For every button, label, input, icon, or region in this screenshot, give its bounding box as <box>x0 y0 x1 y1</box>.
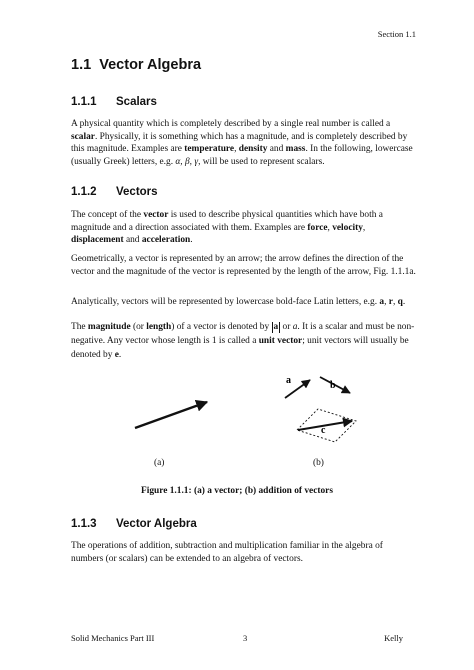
label-a: a <box>286 375 291 386</box>
subfigure-a-caption: (a) <box>154 458 165 468</box>
heading-vector-algebra <box>71 518 197 530</box>
heading-text: Scalars <box>116 96 157 108</box>
paragraph-scalars: A physical quantity which is completely described by a single real number is called a scalar. Physically, it is something which has a magnitude, and is completely described by this magnitude. Examples are temperature, density and mass. In the following, lowercase (usually Greek) letters, e.g. α, β, γ, will be used to represent scalars. <box>71 119 413 167</box>
paragraph-geometric: Geometrically, a vector is represented by an arrow; the arrow defines the direction of the vector and the magnitude of the vector is represented by the length of the arrow, Fig. 1.1.1a. <box>71 254 416 277</box>
heading-text: Vectors <box>116 186 158 198</box>
section-number: 1.1 <box>71 57 92 73</box>
heading-number: 1.1.3 <box>71 518 97 530</box>
heading-number: 1.1.2 <box>71 186 97 198</box>
heading-text: Vector Algebra <box>116 518 197 530</box>
paragraph-magnitude: The magnitude (or length) of a vector is denoted by a or a. It is a scalar and must be non-negative. Any vector whose length is 1 is called a unit vector; unit vectors will usually be denoted by e. <box>71 322 415 360</box>
label-b: b <box>330 380 336 391</box>
vector-a-arrow <box>135 402 207 428</box>
page-number: 3 <box>243 633 248 643</box>
subfigure-b-caption: (b) <box>313 458 324 468</box>
paragraph-vector-algebra: The operations of addition, subtraction and multiplication familiar in the algebra of numbers (or scalars) can be extended to an algebra of vectors. <box>71 541 383 564</box>
section-title-text: Vector Algebra <box>99 57 202 73</box>
figure-caption: Figure 1.1.1: (a) a vector; (b) addition of vectors <box>141 486 333 496</box>
paragraph-analytic: Analytically, vectors will be represented by lowercase bold-face Latin letters, e.g. a, r, q. <box>71 297 406 307</box>
footer-right: Kelly <box>384 633 403 643</box>
heading-number: 1.1.1 <box>71 96 97 108</box>
footer-left: Solid Mechanics Part III <box>71 633 155 643</box>
running-header: Section 1.1 <box>377 29 416 39</box>
paragraph-vector-concept: The concept of the vector is used to describe physical quantities which have both a magnitude and a direction associated with them. Examples are force, velocity, displacement and acceleration. <box>71 210 383 245</box>
label-c: c <box>321 425 326 436</box>
magnitude-symbol: a <box>273 322 279 332</box>
